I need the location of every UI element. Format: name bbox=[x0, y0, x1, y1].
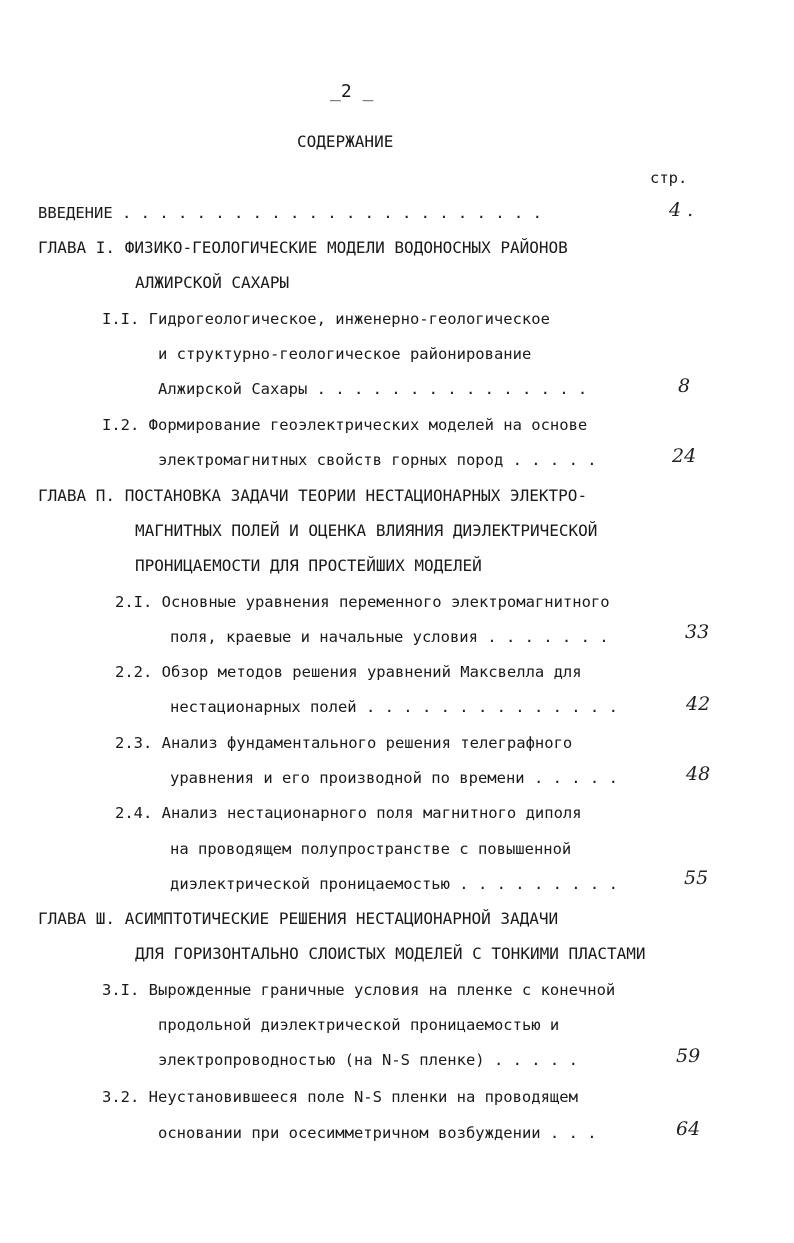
toc-chapter-2-line-1: ГЛАВА П. ПОСТАНОВКА ЗАДАЧИ ТЕОРИИ НЕСТАЦИОНАРНЫХ ЭЛЕКТРО- bbox=[38, 486, 588, 505]
toc-chapter-2-line-2: МАГНИТНЫХ ПОЛЕЙ И ОЦЕНКА ВЛИЯНИЯ ДИЭЛЕКТРИЧЕСКОЙ bbox=[135, 521, 598, 540]
toc-section-3-2-line-1: 3.2. Неустановившееся поле N-S пленки на проводящем bbox=[102, 1088, 578, 1106]
toc-section-2-4-line-2: на проводящем полупространстве с повышенной bbox=[170, 840, 572, 858]
toc-page-3-2: 64 bbox=[676, 1118, 701, 1140]
toc-chapter-3-line-2: ДЛЯ ГОРИЗОНТАЛЬНО СЛОИСТЫХ МОДЕЛЕЙ С ТОНКИМИ ПЛАСТАМИ bbox=[135, 944, 646, 963]
toc-section-1-2-line-1: I.2. Формирование геоэлектрических моделей на основе bbox=[102, 416, 588, 434]
toc-section-2-3-line-1: 2.3. Анализ фундаментального решения телеграфного bbox=[115, 734, 573, 752]
toc-page-1-2: 24 bbox=[672, 445, 697, 467]
toc-page-2-2: 42 bbox=[686, 693, 711, 715]
toc-section-1-1-line-1: I.I. Гидрогеологическое, инженерно-геологическое bbox=[102, 310, 550, 328]
toc-section-3-1-line-3: электропроводностью (на N-S пленке) . . . . . bbox=[158, 1051, 578, 1069]
toc-section-3-1-line-1: 3.I. Вырожденные граничные условия на пленке с конечной bbox=[102, 981, 616, 999]
toc-section-1-2-line-2: электромагнитных свойств горных пород . . . . . bbox=[158, 451, 597, 469]
toc-section-2-1-line-1: 2.I. Основные уравнения переменного электромагнитного bbox=[115, 593, 610, 611]
toc-section-2-2-line-2: нестационарных полей . . . . . . . . . . . . . . bbox=[170, 698, 618, 716]
toc-section-2-1-line-2: поля, краевые и начальные условия . . . . . . . bbox=[170, 628, 609, 646]
toc-section-2-3-line-2: уравнения и его производной по времени . . . . . bbox=[170, 769, 618, 787]
toc-chapter-1-line-1: ГЛАВА I. ФИЗИКО-ГЕОЛОГИЧЕСКИЕ МОДЕЛИ ВОДОНОСНЫХ РАЙОНОВ bbox=[38, 238, 568, 257]
toc-section-2-2-line-1: 2.2. Обзор методов решения уравнений Максвелла для bbox=[115, 663, 582, 681]
page-title: СОДЕРЖАНИЕ bbox=[297, 132, 394, 151]
pages-column-label: стр. bbox=[650, 169, 688, 187]
toc-page-2-4: 55 bbox=[684, 867, 709, 889]
toc-section-3-1-line-2: продольной диэлектрической проницаемостью и bbox=[158, 1016, 560, 1034]
page-number: _2 _ bbox=[330, 81, 374, 102]
toc-page-2-1: 33 bbox=[685, 621, 710, 643]
toc-page-intro: 4 . bbox=[669, 199, 694, 221]
toc-section-1-1-line-2: и структурно-геологическое районирование bbox=[158, 345, 532, 363]
toc-chapter-2-line-3: ПРОНИЦАЕМОСТИ ДЛЯ ПРОСТЕЙШИХ МОДЕЛЕЙ bbox=[135, 556, 482, 575]
toc-chapter-1-line-2: АЛЖИРСКОЙ САХАРЫ bbox=[135, 273, 290, 292]
toc-entry-intro: ВВЕДЕНИЕ . . . . . . . . . . . . . . . . . . . . . . . bbox=[38, 204, 542, 222]
toc-section-3-2-line-2: основании при осесимметричном возбуждении . . . bbox=[158, 1124, 597, 1142]
toc-chapter-3-line-1: ГЛАВА Ш. АСИМПТОТИЧЕСКИЕ РЕШЕНИЯ НЕСТАЦИОНАРНОЙ ЗАДАЧИ bbox=[38, 909, 559, 928]
toc-page-2-3: 48 bbox=[686, 763, 711, 785]
toc-page-3-1: 59 bbox=[676, 1045, 701, 1067]
toc-section-2-4-line-1: 2.4. Анализ нестационарного поля магнитного диполя bbox=[115, 804, 582, 822]
toc-section-1-1-line-3: Алжирской Сахары . . . . . . . . . . . . . . . bbox=[158, 380, 588, 398]
toc-section-2-4-line-3: диэлектрической проницаемостью . . . . . . . . . bbox=[170, 875, 618, 893]
toc-page-1-1: 8 bbox=[678, 375, 691, 397]
